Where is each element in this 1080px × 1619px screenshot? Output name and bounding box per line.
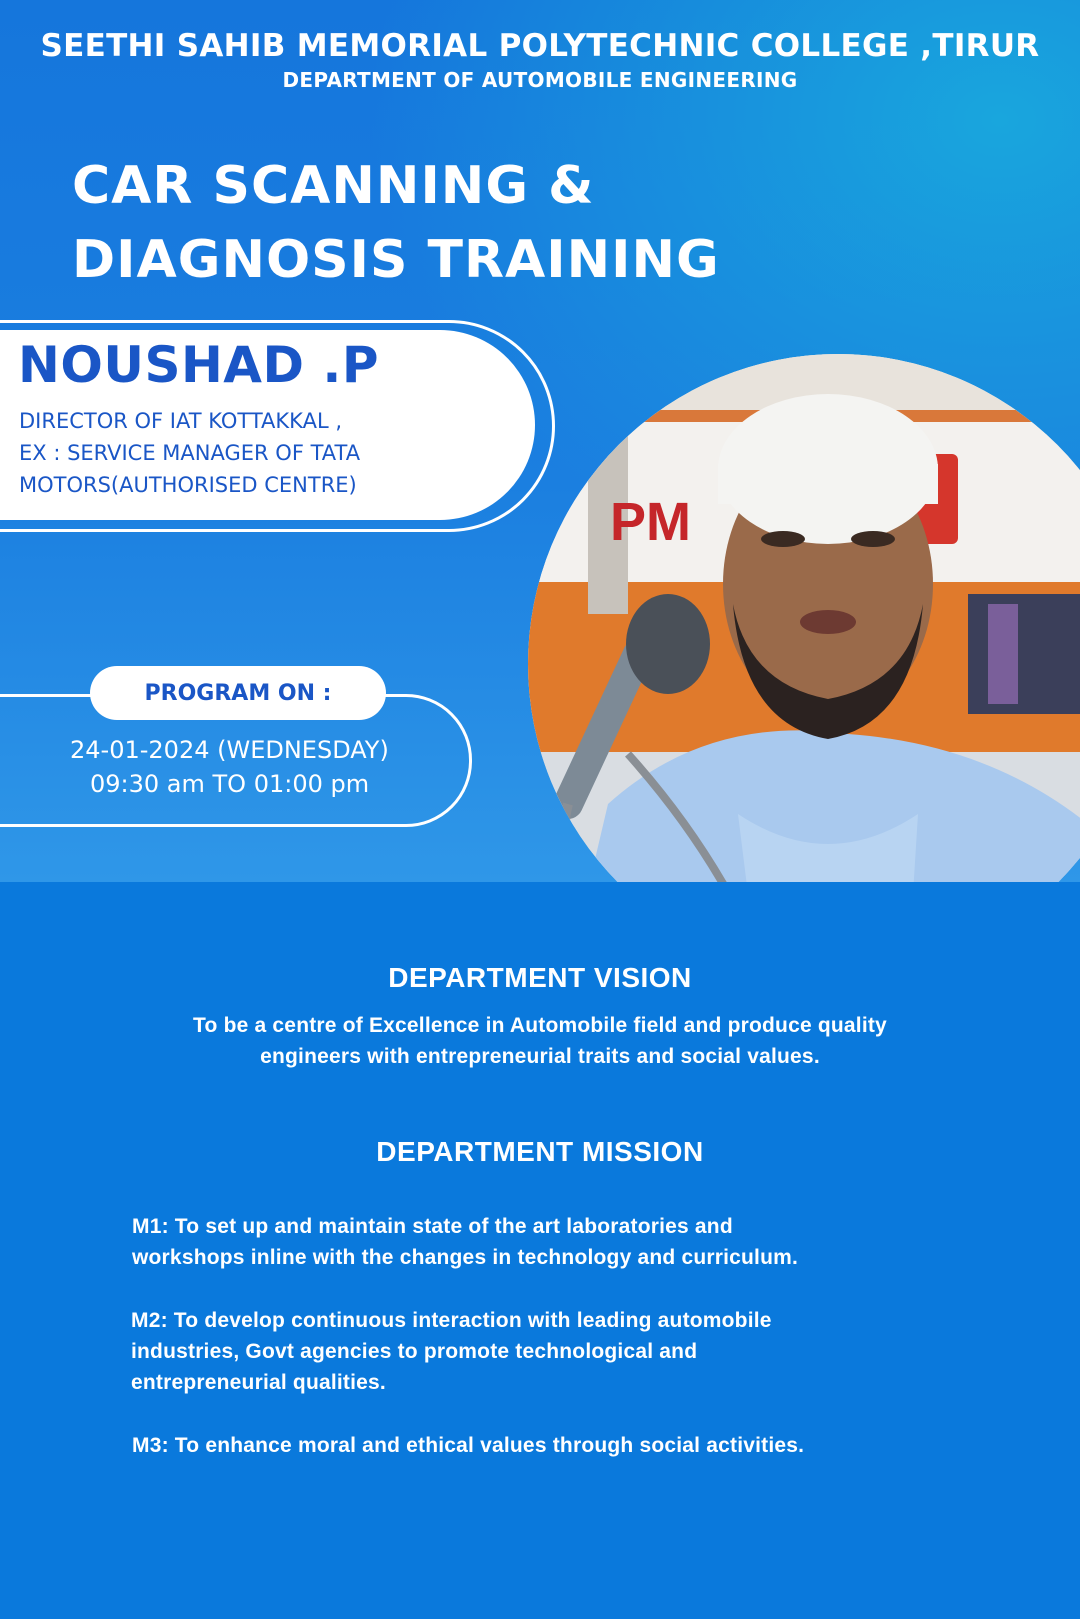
mission-m3 <box>132 1430 804 1461</box>
department-name: DEPARTMENT OF AUTOMOBILE ENGINEERING <box>282 68 798 92</box>
mission-heading: DEPARTMENT MISSION <box>376 1136 704 1167</box>
mission-line: M2: To develop continuous interaction with leading automobile <box>131 1309 772 1332</box>
program-label: PROGRAM ON : <box>90 666 386 720</box>
mission-line: workshops inline with the changes in technology and curriculum. <box>132 1246 799 1269</box>
vision-heading: DEPARTMENT VISION <box>388 962 692 993</box>
vision-line: To be a centre of Excellence in Automobile field and produce quality <box>193 1014 887 1037</box>
speaker-detail-line: MOTORS(AUTHORISED CENTRE) <box>19 473 357 497</box>
mission-line: industries, Govt agencies to promote technological and <box>131 1340 698 1363</box>
vision-text <box>0 1010 1080 1072</box>
speaker-detail-line: DIRECTOR OF IAT KOTTAKKAL , <box>19 409 342 433</box>
event-title-line2: DIAGNOSIS TRAINING <box>72 230 720 290</box>
mission-line: entrepreneurial qualities. <box>131 1371 386 1394</box>
speaker-detail-line: EX : SERVICE MANAGER OF TATA <box>19 441 361 465</box>
mission-line: M1: To set up and maintain state of the art laboratories and <box>132 1215 733 1238</box>
vision-line: engineers with entrepreneurial traits and social values. <box>260 1045 820 1068</box>
mission-m2 <box>131 1305 772 1398</box>
banner-text: PM <box>610 492 691 552</box>
event-title-line1: CAR SCANNING & <box>72 156 595 216</box>
speaker-photo <box>528 354 1080 882</box>
mission-m1 <box>132 1211 798 1273</box>
speaker-name: NOUSHAD .P <box>18 336 380 394</box>
program-time: 09:30 am TO 01:00 pm <box>90 770 370 798</box>
program-date: 24-01-2024 (WEDNESDAY) <box>70 736 389 764</box>
speaker-details <box>19 405 360 501</box>
mission-line: M3: To enhance moral and ethical values through social activities. <box>132 1434 805 1457</box>
college-name: SEETHI SAHIB MEMORIAL POLYTECHNIC COLLEGE ,TIRUR <box>40 28 1040 64</box>
